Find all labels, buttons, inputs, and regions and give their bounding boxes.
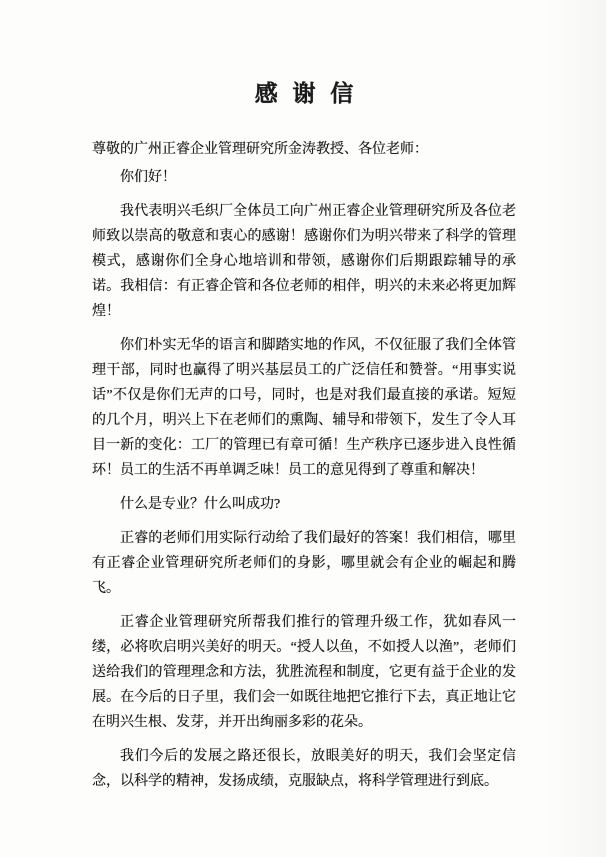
letter-paragraph-1: 我代表明兴毛织厂全体员工向广州正睿企业管理研究所及各位老师致以崇高的敬意和衷心的感谢！感谢你们为明兴带来了科学的管理模式，感谢你们全身心地培训和带领，感谢你们后期跟踪辅导的承诺。我相信：有正睿企管和各位老师的相伴，明兴的未来必将更加辉煌！ — [92, 204, 516, 319]
letter-paragraph-4: 正睿的老师们用实际行动给了我们最好的答案！我们相信，哪里有正睿企业管理研究所老师们的身影，哪里就会有企业的崛起和腾飞。 — [92, 531, 516, 596]
letter-paragraph-2: 你们朴实无华的语言和脚踏实地的作风，不仅征服了我们全体管理干部，同时也赢得了明兴基层员工的广泛信任和赞誉。“用事实说话”不仅是你们无声的口号，同时，也是对我们最直接的承诺。短短的几个月，明兴上下在老师们的熏陶、辅导和带领下，发生了令人耳目一新的变化：工厂的管理已有章可循！生产秩序已逐步进入良性循环！员工的生活不再单调乏味！员工的意见得到了尊重和解决！ — [92, 338, 516, 478]
letter-paragraph-3: 什么是专业？什么叫成功? — [120, 497, 281, 512]
letter-paragraph-6: 我们今后的发展之路还很长，放眼美好的明天，我们会坚定信念，以科学的精神，发扬成绩，克服缺点，将科学管理进行到底。 — [92, 749, 516, 789]
letter-paragraph-5: 正睿企业管理研究所帮我们推行的管理升级工作，犹如春风一缕，必将吹启明兴美好的明天。“授人以鱼，不如授人以渔”，老师们送给我们的管理理念和方法，犹胜流程和制度，它更有益于企业的发展。在今后的日子里，我们会一如既往地把它推行下去，真正地让它在明兴生根、发芽，并开出绚丽多彩的花朵。 — [92, 615, 516, 730]
letter-title: 感 谢 信 — [254, 81, 358, 106]
salutation-line: 尊敬的广州正睿企业管理研究所金涛教授、各位老师： — [92, 142, 428, 157]
greeting-line: 你们好！ — [120, 170, 176, 185]
letter-body — [92, 80, 516, 803]
